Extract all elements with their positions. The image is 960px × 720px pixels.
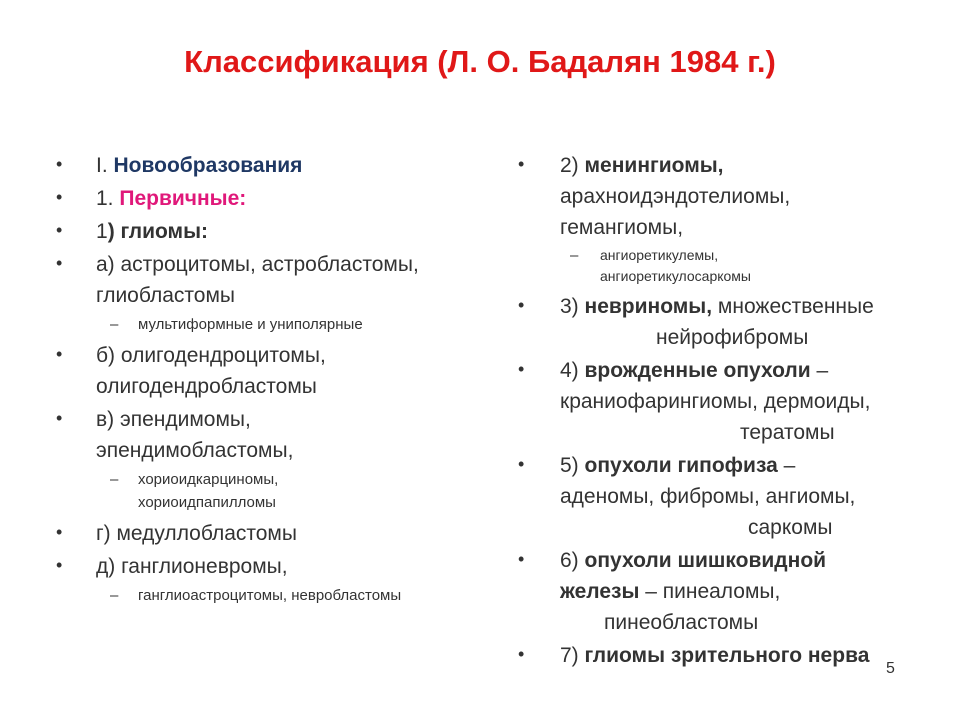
list-item-astrocytomas [56,249,516,311]
bullet-icon: • [518,549,525,569]
item-text-line: глиобластомы [96,284,235,307]
item-text-line: тератомы [740,421,835,444]
sub-item [56,584,516,607]
item-heading: невриномы, [584,295,713,318]
item-number: 2) [560,154,585,177]
item-heading: менингиомы, [584,154,724,177]
right-column [518,150,938,673]
bullet-icon: • [56,555,63,575]
bullet-icon: • [518,295,525,315]
item-text-line: нейрофибромы [656,326,809,349]
bullet-icon: • [56,344,63,364]
list-item-ependymomas [56,404,516,466]
slide-title: Классификация (Л. О. Бадалян 1984 г.) [184,44,776,79]
item-heading: врожденные опухоли [584,359,811,382]
bullet-icon: • [56,408,63,428]
item-heading: опухоли шишковидной [584,549,827,572]
item-text-line: пинеобластомы [604,611,759,634]
item-text: множественные [712,295,874,318]
sub-item [518,245,938,287]
item-number: 1 [96,220,108,243]
item-heading: опухоли гипофиза [584,454,778,477]
bullet-icon: • [518,454,525,474]
item-text-line: олигодендробластомы [96,375,317,398]
sub-item-text: хориоидпапилломы [138,494,276,511]
sub-item-text: ангиоретикулосаркомы [600,268,751,284]
sub-item-text: ганглиоастроцитомы, невробластомы [138,587,402,604]
list-item-primary [56,183,516,214]
list-item-neurinomas [518,291,938,353]
item-text: г) медуллобластомы [96,522,297,545]
bullet-icon: • [518,644,525,664]
list-item-congenital-tumors [518,355,938,448]
list-item-pituitary-tumors [518,450,938,543]
item-number: 4) [560,359,585,382]
sub-item [56,313,516,336]
list-item-meningiomas [518,150,938,243]
item-number: 3) [560,295,585,318]
dash-icon: – [110,587,119,604]
item-heading: железы [560,580,640,603]
list-item-optic-gliomas [518,640,938,671]
item-text-line: арахноидэндотелиомы, [560,185,791,208]
dash-icon: – [110,316,119,333]
item-number: 1. [96,187,120,210]
sub-item-text: мультиформные и униполярные [138,316,363,333]
item-text-line: саркомы [748,516,833,539]
item-text: д) ганглионевромы, [96,555,288,578]
bullet-icon: • [56,253,63,273]
item-heading: глиомы зрительного нерва [584,644,870,667]
bullet-icon: • [56,187,63,207]
list-item-ganglioneuromas [56,551,516,582]
bullet-icon: • [56,220,63,240]
item-heading: Новообразования [113,154,303,177]
item-number: 7) [560,644,585,667]
item-text-line: аденомы, фибромы, ангиомы, [560,485,856,508]
page-number: 5 [886,660,895,677]
bullet-icon: • [56,154,63,174]
bullet-icon: • [56,522,63,542]
bullet-icon: • [518,359,525,379]
item-text-line: эпендимобластомы, [96,439,294,462]
item-text: – [810,359,829,382]
list-item-neoplasms [56,150,516,181]
list-item-medulloblastomas [56,518,516,549]
dash-icon: – [110,471,119,488]
item-heading: ) глиомы: [107,220,209,243]
item-text: – пинеаломы, [639,580,781,603]
item-text-line: б) олигодендроцитомы, [96,344,326,367]
sub-item [56,468,516,514]
list-item-gliomas [56,216,516,247]
item-roman: I. [96,154,114,177]
sub-item-text: хориоидкарциномы, [138,471,279,488]
list-item-pineal-tumors [518,545,938,638]
item-text-line: гемангиомы, [560,216,684,239]
sub-item-text: ангиоретикулемы, [600,247,719,263]
item-text-line: а) астроцитомы, астробластомы, [96,253,419,276]
item-text: – [777,454,796,477]
left-column [56,150,516,611]
list-item-oligodendrocytomas [56,340,516,402]
item-text-line: краниофарингиомы, дермоиды, [560,390,871,413]
item-number: 6) [560,549,585,572]
bullet-icon: • [518,154,525,174]
item-text-line: в) эпендимомы, [96,408,251,431]
item-heading: Первичные: [119,187,247,210]
dash-icon: – [570,247,579,264]
item-number: 5) [560,454,585,477]
